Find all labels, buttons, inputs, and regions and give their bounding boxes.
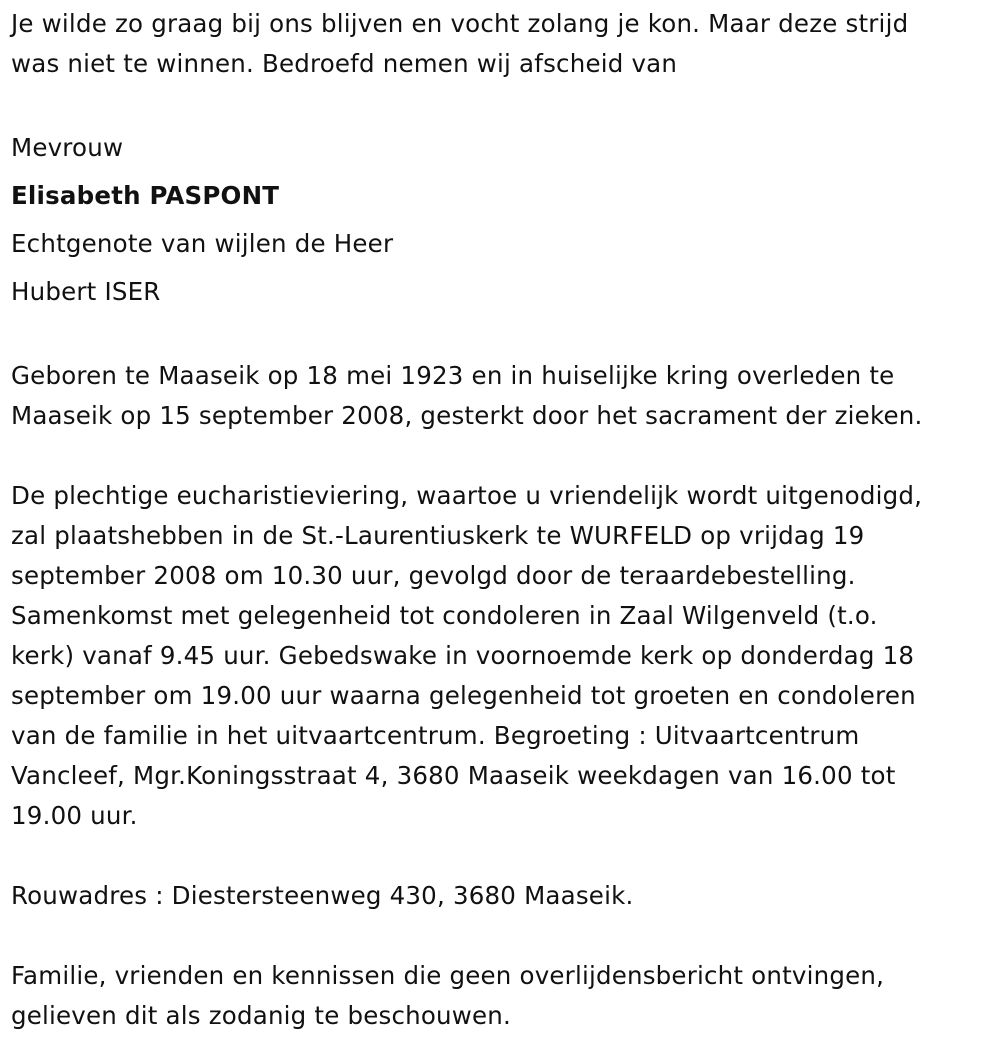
intro-line: Je wilde zo graag bij ons blijven en vocht zolang je kon. Maar deze strijd [11, 9, 909, 38]
ceremony-line: Samenkomst met gelegenheid tot condoleren in Zaal Wilgenveld (t.o. [11, 601, 878, 630]
ceremony-line: van de familie in het uitvaartcentrum. Begroeting : Uitvaartcentrum [11, 721, 860, 750]
birth-death-line: Geboren te Maaseik op 18 mei 1923 en in huiselijke kring overleden te [11, 361, 895, 390]
ceremony-line: 19.00 uur. [11, 801, 138, 830]
deceased-name: Elisabeth PASPONT [11, 181, 280, 210]
ceremony-line: september om 19.00 uur waarna gelegenheid tot groeten en condoleren [11, 681, 916, 710]
ceremony-line: kerk) vanaf 9.45 uur. Gebedswake in voornoemde kerk op donderdag 18 [11, 641, 915, 670]
spacer [11, 436, 989, 476]
ceremony-line: De plechtige eucharistieviering, waartoe u vriendelijk wordt uitgenodigd, [11, 481, 923, 510]
intro-paragraph [11, 4, 989, 84]
spacer [11, 316, 989, 356]
ceremony-paragraph [11, 476, 989, 836]
spacer [11, 84, 989, 124]
birth-death-paragraph [11, 356, 989, 436]
person-block [11, 124, 989, 316]
spacer [11, 916, 989, 956]
spouse-name: Hubert ISER [11, 277, 161, 306]
mourning-address: Rouwadres : Diestersteenweg 430, 3680 Maaseik. [11, 881, 634, 910]
closing-line: Familie, vrienden en kennissen die geen overlijdensbericht ontvingen, [11, 961, 885, 990]
ceremony-line: Vancleef, Mgr.Koningsstraat 4, 3680 Maaseik weekdagen van 16.00 tot [11, 761, 896, 790]
ceremony-line: september 2008 om 10.30 uur, gevolgd door de teraardebestelling. [11, 561, 856, 590]
intro-line: was niet te winnen. Bedroefd nemen wij afscheid van [11, 49, 678, 78]
salutation: Mevrouw [11, 133, 124, 162]
closing-paragraph [11, 956, 989, 1036]
birth-death-line: Maaseik op 15 september 2008, gesterkt door het sacrament der zieken. [11, 401, 923, 430]
ceremony-line: zal plaatshebben in de St.-Laurentiuskerk te WURFELD op vrijdag 19 [11, 521, 865, 550]
closing-line: gelieven dit als zodanig te beschouwen. [11, 1001, 512, 1030]
address-paragraph [11, 876, 989, 916]
spacer [11, 836, 989, 876]
relation-line: Echtgenote van wijlen de Heer [11, 229, 394, 258]
